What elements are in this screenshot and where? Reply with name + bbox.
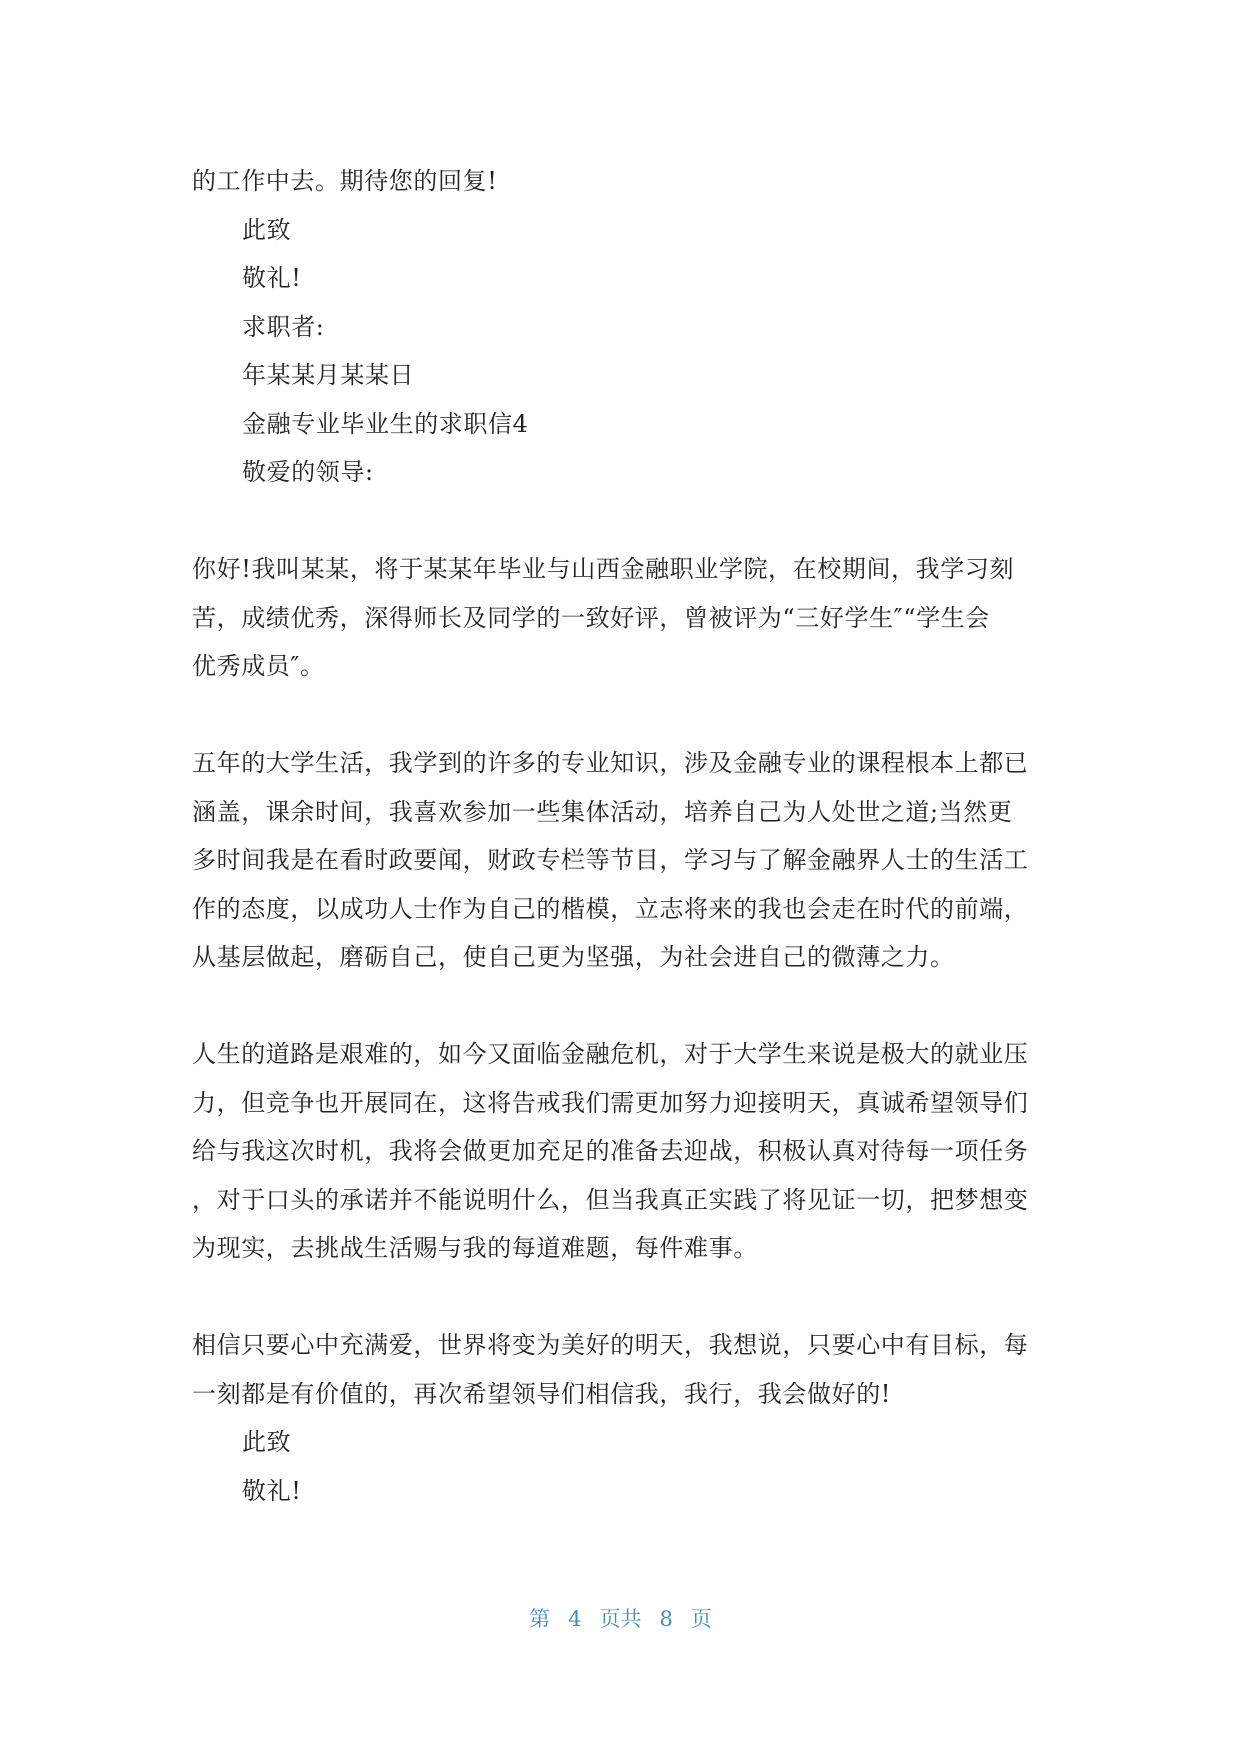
closing-salutation: 此致 xyxy=(242,1428,292,1456)
closing-regards: 敬礼! xyxy=(242,1477,302,1505)
current-page-number: 4 xyxy=(568,1607,582,1631)
applicant-label: 求职者: xyxy=(242,313,325,341)
total-pages-number: 8 xyxy=(659,1607,673,1631)
text-line: 涵盖，课余时间，我喜欢参加一些集体活动，培养自己为人处世之道;当然更 xyxy=(192,798,1013,826)
text-line: 相信只要心中充满爱，世界将变为美好的明天，我想说，只要心中有目标，每 xyxy=(192,1331,1029,1359)
letter-heading: 金融专业毕业生的求职信4 xyxy=(242,410,529,438)
text-line: 力，但竞争也开展同在，这将告戒我们需更加努力迎接明天，真诚希望领导们 xyxy=(192,1089,1029,1117)
text-line: 作的态度，以成功人士作为自己的楷模，立志将来的我也会走在时代的前端， xyxy=(192,895,1029,923)
footer-suffix: 页 xyxy=(690,1607,712,1631)
text-line: 从基层做起，磨砺自己，使自己更为坚强，为社会进自己的微薄之力。 xyxy=(192,943,955,971)
text-line: 给与我这次时机，我将会做更加充足的准备去迎战，积极认真对待每一项任务 xyxy=(192,1137,1029,1165)
closing-regards: 敬礼! xyxy=(242,264,302,292)
text-line: 的工作中去。期待您的回复! xyxy=(192,167,498,195)
text-line: 为现实，去挑战生活赐与我的每道难题，每件难事。 xyxy=(192,1234,758,1262)
text-line: 五年的大学生活，我学到的许多的专业知识，涉及金融专业的课程根本上都已 xyxy=(192,749,1029,777)
text-line: 多时间我是在看时政要闻，财政专栏等节目，学习与了解金融界人士的生活工 xyxy=(192,846,1029,874)
text-line: 人生的道路是艰难的，如今又面临金融危机，对于大学生来说是极大的就业压 xyxy=(192,1040,1029,1068)
footer-prefix: 第 xyxy=(529,1607,551,1631)
date-line: 年某某月某某日 xyxy=(242,361,415,389)
text-line: 苦，成绩优秀，深得师长及同学的一致好评，曾被评为“三好学生″“学生会 xyxy=(192,604,990,632)
closing-salutation: 此致 xyxy=(242,216,292,244)
text-line: 优秀成员″。 xyxy=(192,652,325,680)
footer-middle: 页共 xyxy=(599,1607,642,1631)
page-footer xyxy=(0,1605,1241,1633)
text-line: 你好!我叫某某，将于某某年毕业与山西金融职业学院，在校期间，我学习刻 xyxy=(192,555,1015,583)
greeting: 敬爱的领导: xyxy=(242,458,374,486)
text-line: 一刻都是有价值的，再次希望领导们相信我，我行，我会做好的! xyxy=(192,1380,892,1408)
text-line: ，对于口头的承诺并不能说明什么，但当我真正实践了将见证一切，把梦想变 xyxy=(192,1186,1029,1214)
